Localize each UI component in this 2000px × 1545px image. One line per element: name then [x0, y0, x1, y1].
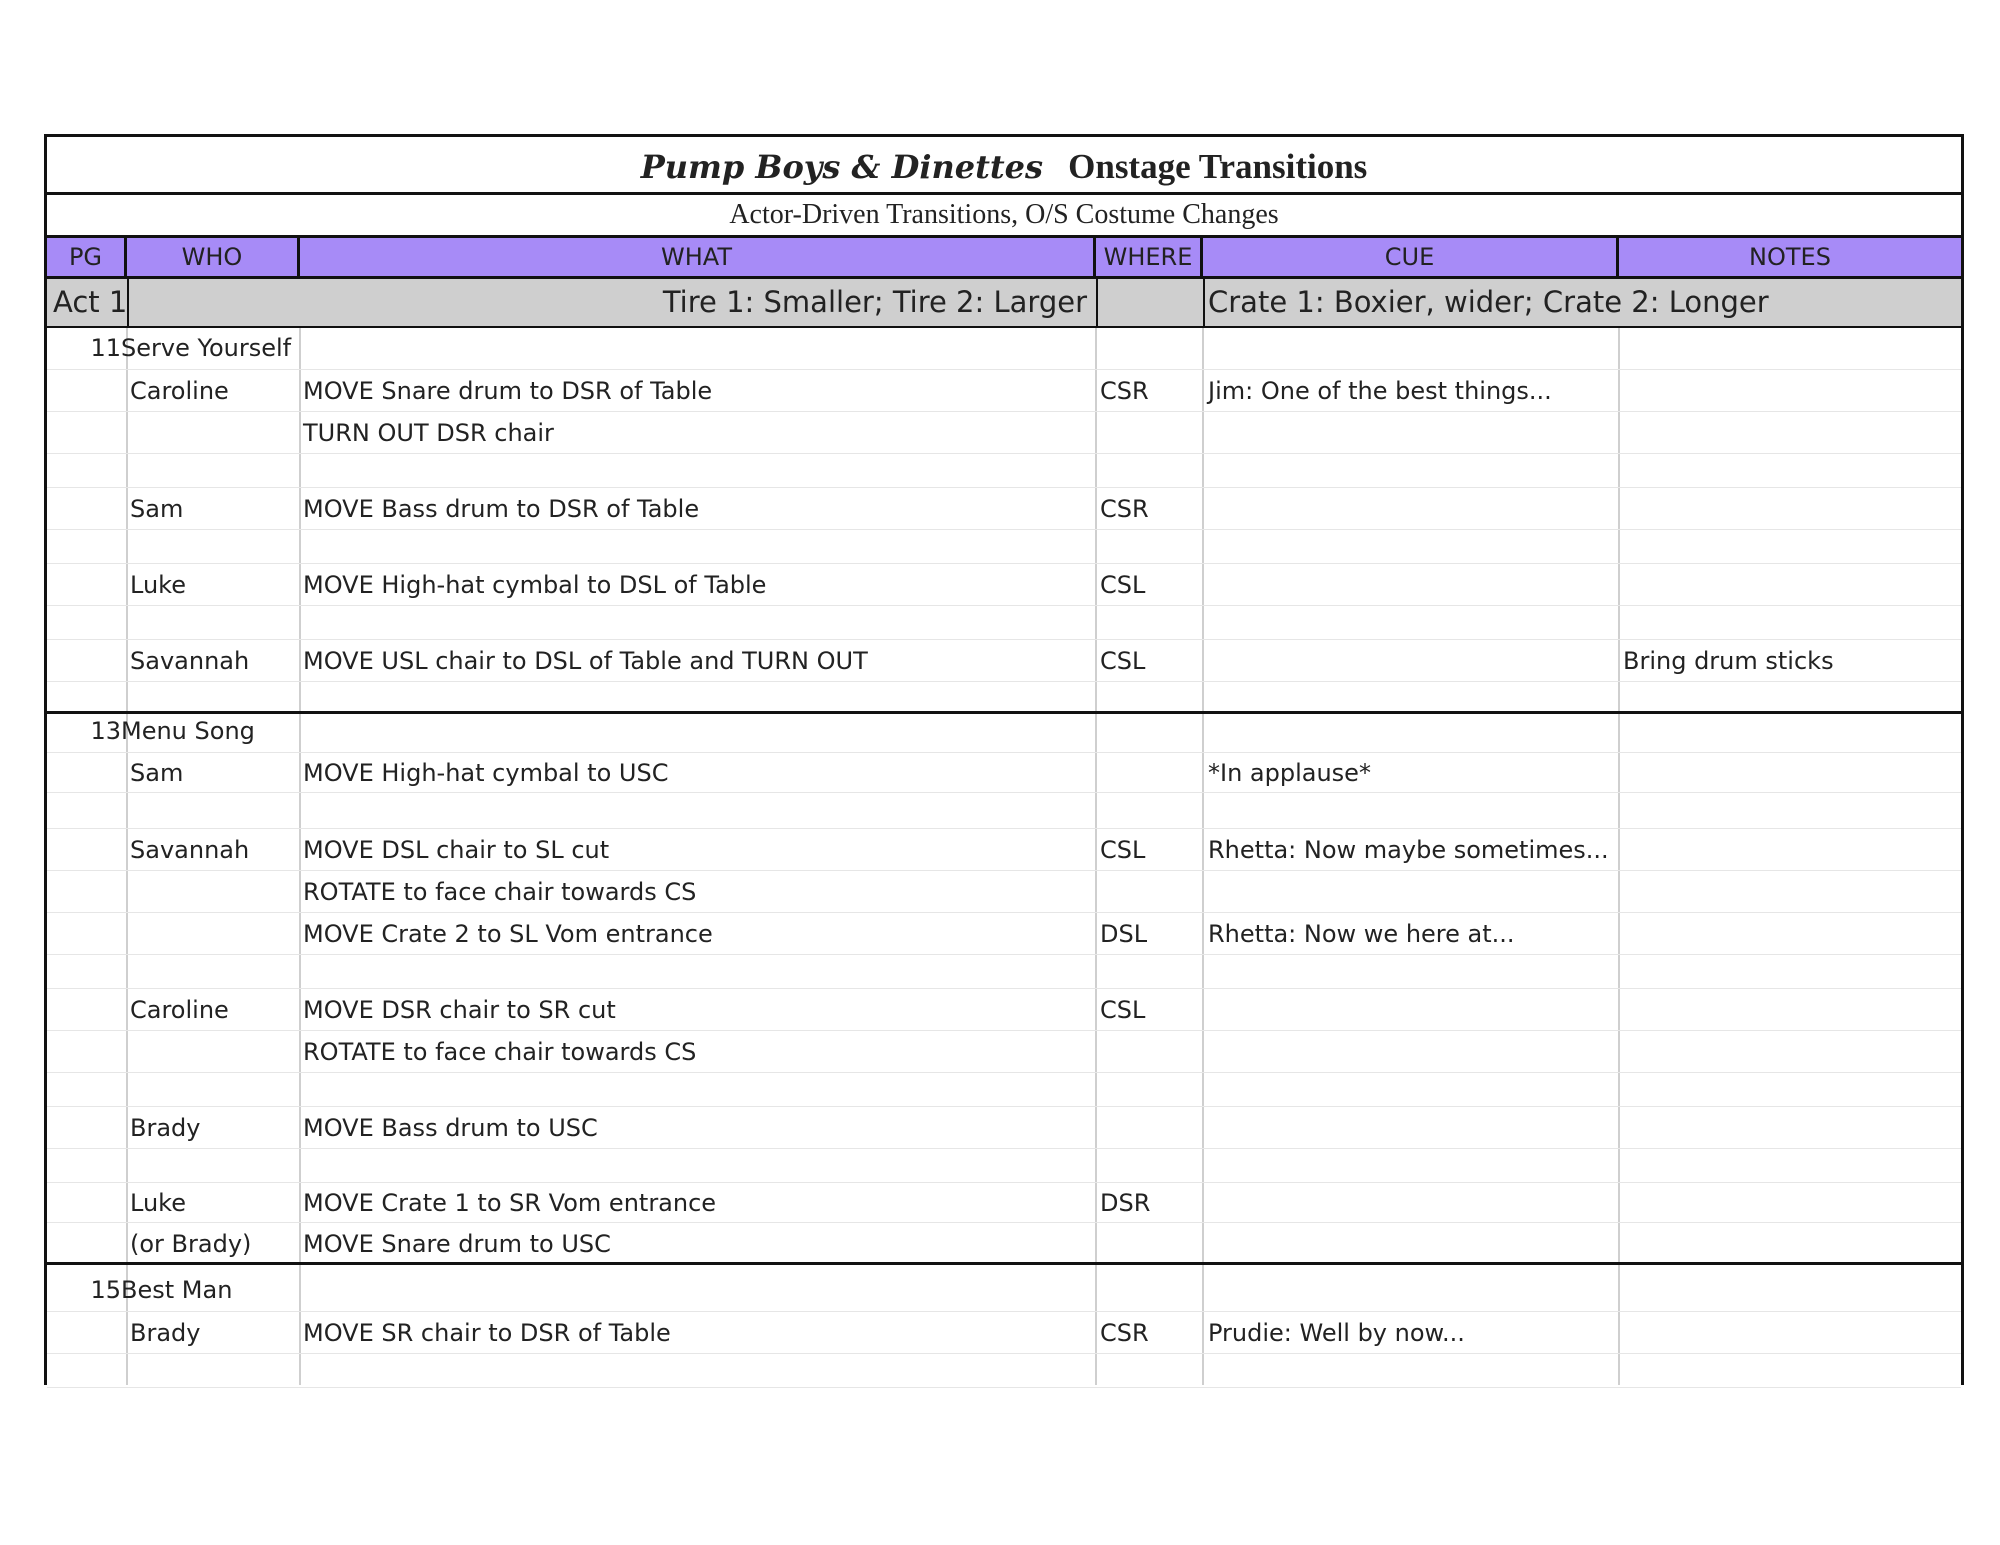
table-row — [47, 1223, 1961, 1265]
table-row — [47, 682, 1961, 714]
cell-who: Brady — [130, 1114, 201, 1142]
cell-where: DSL — [1100, 920, 1148, 948]
cell-what: MOVE Crate 1 to SR Vom entrance — [303, 1189, 717, 1217]
act-label: Act 1 — [53, 285, 128, 319]
table-row — [47, 412, 1961, 454]
cell-what: ROTATE to face chair towards CS — [303, 878, 697, 906]
cell-who: Savannah — [130, 836, 250, 864]
column-header-pg: PG — [47, 238, 127, 276]
table-row — [47, 829, 1961, 871]
cell-where: CSL — [1100, 647, 1146, 675]
cell-what: MOVE High-hat cymbal to DSL of Table — [303, 571, 767, 599]
cell-where: CSL — [1100, 996, 1146, 1024]
song-title: Menu Song — [121, 717, 255, 745]
act-row — [47, 279, 1961, 328]
table-row — [47, 370, 1961, 412]
table-row — [47, 1354, 1961, 1388]
cell-who: Sam — [130, 759, 184, 787]
cell-what: MOVE Crate 2 to SL Vom entrance — [303, 920, 713, 948]
page-title: Onstage Transitions — [1068, 147, 1368, 186]
cell-who: Sam — [130, 495, 184, 523]
cell-who: Caroline — [130, 996, 229, 1024]
act-divider — [1203, 279, 1205, 326]
cell-who: Caroline — [130, 377, 229, 405]
page-number: 11 — [90, 334, 121, 362]
cell-who: Savannah — [130, 647, 250, 675]
cell-where: CSR — [1100, 495, 1149, 523]
table-row — [47, 1031, 1961, 1073]
transitions-sheet — [44, 134, 1964, 1385]
song-title: Serve Yourself — [121, 334, 292, 362]
table-row — [47, 454, 1961, 488]
act-what-note: Tire 1: Smaller; Tire 2: Larger — [662, 285, 1087, 319]
page-number: 13 — [90, 717, 121, 745]
cell-what: MOVE DSR chair to SR cut — [303, 996, 616, 1024]
cell-where: CSR — [1100, 377, 1149, 405]
subtitle: Actor-Driven Transitions, O/S Costume Changes — [47, 195, 1961, 238]
cell-where: DSR — [1100, 1189, 1151, 1217]
cell-what: MOVE DSL chair to SL cut — [303, 836, 610, 864]
section-header-row — [47, 328, 1961, 370]
show-name: Pump Boys & Dinettes — [640, 148, 1044, 186]
cell-cue: *In applause* — [1208, 759, 1371, 787]
table-row — [47, 1312, 1961, 1354]
table-row — [47, 640, 1961, 682]
section-header-row — [47, 1270, 1961, 1312]
cell-what: MOVE High-hat cymbal to USC — [303, 759, 669, 787]
cell-who: (or Brady) — [130, 1230, 252, 1258]
cell-what: MOVE USL chair to DSL of Table and TURN OUT — [303, 647, 868, 675]
cell-what: MOVE Snare drum to USC — [303, 1230, 611, 1258]
cell-what: MOVE SR chair to DSR of Table — [303, 1319, 671, 1347]
cell-where: CSR — [1100, 1319, 1149, 1347]
table-row — [47, 1149, 1961, 1183]
cell-notes: Bring drum sticks — [1623, 647, 1834, 675]
cell-what: TURN OUT DSR chair — [303, 419, 554, 447]
table-row — [47, 606, 1961, 640]
table-row — [47, 564, 1961, 606]
cell-what: ROTATE to face chair towards CS — [303, 1038, 697, 1066]
cell-what: MOVE Snare drum to DSR of Table — [303, 377, 713, 405]
cell-who: Brady — [130, 1319, 201, 1347]
cell-where: CSL — [1100, 571, 1146, 599]
cell-cue: Rhetta: Now we here at... — [1208, 920, 1515, 948]
column-header-cue: CUE — [1203, 238, 1619, 276]
column-header-who: WHO — [127, 238, 300, 276]
table-row — [47, 913, 1961, 955]
act-cue-note: Crate 1: Boxier, wider; Crate 2: Longer — [1208, 285, 1769, 319]
table-row — [47, 1183, 1961, 1223]
title-row — [47, 137, 1961, 195]
act-divider — [1096, 279, 1098, 326]
cell-what: MOVE Bass drum to DSR of Table — [303, 495, 700, 523]
column-header-what: WHAT — [300, 238, 1096, 276]
cell-what: MOVE Bass drum to USC — [303, 1114, 598, 1142]
cell-who: Luke — [130, 1189, 186, 1217]
column-header-where: WHERE — [1096, 238, 1203, 276]
cell-where: CSL — [1100, 836, 1146, 864]
table-row — [47, 530, 1961, 564]
cell-cue: Prudie: Well by now... — [1208, 1319, 1465, 1347]
section-header-row — [47, 711, 1961, 753]
column-header-notes: NOTES — [1749, 243, 1831, 271]
table-row — [47, 488, 1961, 530]
column-header-row — [47, 238, 1961, 279]
table-row — [47, 871, 1961, 913]
table-row — [47, 793, 1961, 829]
cell-cue: Rhetta: Now maybe sometimes... — [1208, 836, 1609, 864]
table-row — [47, 753, 1961, 793]
cell-who: Luke — [130, 571, 186, 599]
table-row — [47, 989, 1961, 1031]
act-divider — [127, 279, 129, 326]
table-row — [47, 955, 1961, 989]
table-row — [47, 1107, 1961, 1149]
table-row — [47, 1073, 1961, 1107]
cell-cue: Jim: One of the best things... — [1208, 377, 1552, 405]
song-title: Best Man — [121, 1276, 233, 1304]
page-number: 15 — [90, 1276, 121, 1304]
